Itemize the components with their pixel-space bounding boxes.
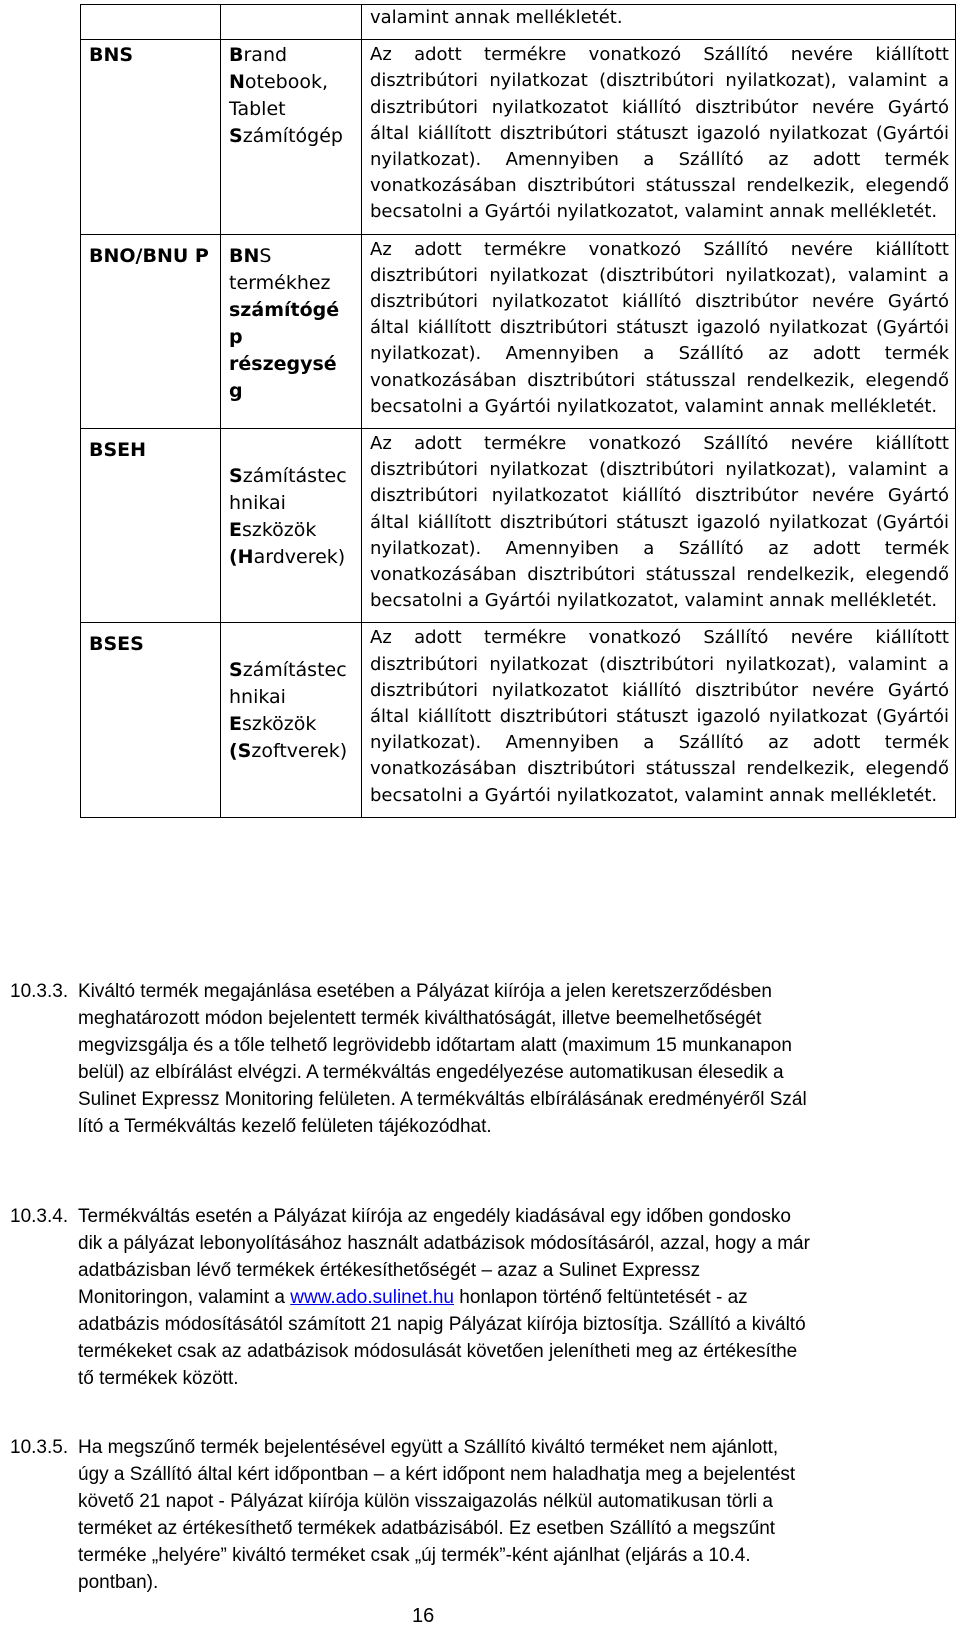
page-number: 16	[412, 1605, 435, 1627]
product-code: BSES	[89, 633, 144, 656]
name-regular-part: hnikai	[229, 492, 286, 515]
table-row	[81, 429, 956, 623]
text-line: termékeket csak az adatbázisok módosulását követően jelenítheti meg az értékesíthe	[78, 1341, 798, 1362]
name-line	[229, 463, 355, 490]
text-line: úgy a Szállító által kért időpontban – a kért időpont nem haladhatja meg a bejelentést	[78, 1464, 796, 1485]
product-name	[229, 243, 355, 405]
name-line	[229, 490, 355, 517]
name-regular-part: zámítástec	[242, 465, 347, 488]
description-text: Az adott termékre vonatkozó Szállító nevére kiállított disztribútori nyilatkozat (disztribútori nyilatkozat), valamint a disztribútori nyilatkozatot kiállító disztribútor nevére Gyártó által kiállított disztribútori státuszt igazoló nyilatkozat (Gyártói nyilatkozat). Amennyiben a Szállító az adott termék vonatkozásában disztribútori státusszal rendelkezik, elegendő becsatolni a Gyártói nyilatkozatot, valamint annak mellékletét.	[370, 238, 949, 417]
description-cell	[362, 234, 956, 428]
name-line	[229, 123, 355, 150]
text-line: Sulinet Expressz Monitoring felületen. A termékváltás elbírálásának eredményéről Szál	[78, 1089, 807, 1110]
name-line	[229, 544, 355, 571]
text-line: meghatározott módon bejelentett termék kiválthatóságát, illetve beemelhetőségét	[78, 1008, 762, 1029]
name-regular-part: Tablet	[229, 98, 286, 121]
description-text: Az adott termékre vonatkozó Szállító nevére kiállított disztribútori nyilatkozat (disztribútori nyilatkozat), valamint a disztribútori nyilatkozatot kiállító disztribútor nevére Gyártó által kiállított disztribútori státuszt igazoló nyilatkozat (Gyártói nyilatkozat). Amennyiben a Szállító az adott termék vonatkozásában disztribútori státusszal rendelkezik, elegendő becsatolni a Gyártói nyilatkozatot, valamint annak mellékletét.	[370, 433, 949, 612]
text-line: követő 21 napot - Pályázat kiírója külön visszaigazolás nélkül automatikusan törli a	[78, 1491, 773, 1512]
table-row	[81, 5, 956, 40]
name-line	[229, 517, 355, 544]
text-line: adatbázisban lévő termékek értékesíthetőségét – azaz a Sulinet Expressz	[78, 1260, 701, 1281]
name-line	[229, 378, 355, 405]
name-regular-part: szközök	[241, 519, 317, 542]
product-name	[229, 657, 355, 765]
description-cell	[362, 40, 956, 234]
name-regular-part: termékhez	[229, 271, 331, 294]
text-line: adatbázis módosításától számított 21 napig Pályázat kiírója biztosítja. Szállító a kiváltó	[78, 1314, 806, 1335]
product-name	[229, 42, 355, 150]
name-cell	[221, 429, 362, 623]
text-line: tő termékek között.	[78, 1368, 239, 1389]
paragraph-text	[78, 978, 938, 1140]
code-cell	[81, 429, 221, 623]
name-bold-part: E	[229, 713, 242, 736]
name-bold-part: S	[229, 465, 243, 488]
text-line: terméket az értékesíthető termékek adatbázisából. Ez esetben Szállító a megszűnt	[78, 1518, 776, 1539]
sulinet-link[interactable]: www.ado.sulinet.hu	[290, 1287, 454, 1308]
description-cell	[362, 623, 956, 817]
description-cell	[362, 5, 956, 40]
name-line	[229, 324, 355, 351]
text-line: pontban).	[78, 1572, 159, 1593]
product-code: BSEH	[89, 439, 147, 462]
name-regular-part: otebook,	[244, 71, 329, 94]
name-line	[229, 351, 355, 378]
name-line	[229, 96, 355, 123]
paragraph-text	[78, 1203, 938, 1392]
text-fragment: honlapon történő feltüntetését - az	[454, 1287, 748, 1308]
name-regular-part: zámítástec	[242, 659, 347, 682]
text-line	[78, 1284, 938, 1311]
name-line	[229, 297, 355, 324]
name-line	[229, 69, 355, 96]
product-category-table	[80, 4, 956, 818]
name-bold-part: számítógé	[229, 298, 340, 321]
description-cell	[362, 429, 956, 623]
paragraph-number: 10.3.5.	[10, 1437, 69, 1458]
name-cell	[221, 234, 362, 428]
name-bold-part: (S	[229, 740, 252, 763]
name-bold-part: S	[229, 659, 243, 682]
table-row	[81, 623, 956, 817]
name-cell	[221, 40, 362, 234]
name-regular-part: rand	[243, 44, 288, 67]
code-cell	[81, 40, 221, 234]
name-bold-part: BN	[229, 244, 260, 267]
paragraph-text	[78, 1434, 938, 1596]
text-line: dik a pályázat lebonyolításához használt adatbázisok módosításáról, azzal, hogy a már	[78, 1233, 810, 1254]
description-text: Az adott termékre vonatkozó Szállító nevére kiállított disztribútori nyilatkozat (disztribútori nyilatkozat), valamint a disztribútori nyilatkozatot kiállító disztribútor nevére Gyártó által kiállított disztribútori státuszt igazoló nyilatkozat (Gyártói nyilatkozat). Amennyiben a Szállító az adott termék vonatkozásában disztribútori státusszal rendelkezik, elegendő becsatolni a Gyártói nyilatkozatot, valamint annak mellékletét.	[370, 627, 949, 806]
code-cell	[81, 234, 221, 428]
name-cell	[221, 623, 362, 817]
name-regular-part: ardverek)	[253, 546, 346, 569]
name-line	[229, 270, 355, 297]
code-cell	[81, 5, 221, 40]
name-bold-part: p	[229, 325, 243, 348]
name-regular-part: hnikai	[229, 686, 286, 709]
name-cell	[221, 5, 362, 40]
name-bold-part: g	[229, 379, 243, 402]
product-code: BNO/BNU P	[89, 244, 209, 267]
text-fragment: Monitoringon, valamint a	[78, 1287, 291, 1308]
text-line: megvizsgálja és a tőle telhető legrövidebb időtartam alatt (maximum 15 munkanapon	[78, 1035, 792, 1056]
name-bold-part: (H	[229, 546, 254, 569]
text-line: Kiváltó termék megajánlása esetében a Pályázat kiírója a jelen keretszerződésben	[78, 981, 772, 1002]
name-bold-part: N	[229, 71, 245, 94]
text-line: belül) az elbírálást elvégzi. A termékváltás engedélyezése automatikusan élesedik a	[78, 1062, 784, 1083]
name-bold-part: E	[229, 519, 242, 542]
name-regular-part: S	[259, 244, 272, 267]
name-line	[229, 684, 355, 711]
name-bold-part: B	[229, 44, 244, 67]
name-line	[229, 42, 355, 69]
text-line: terméke „helyére” kiváltó terméket csak „új termék”-ként ajánlhat (eljárás a 10.4.	[78, 1545, 751, 1566]
name-bold-part: S	[229, 125, 243, 148]
name-line	[229, 657, 355, 684]
table-row	[81, 40, 956, 234]
product-name	[229, 463, 355, 571]
text-line: Termékváltás esetén a Pályázat kiírója az engedély kiadásával egy időben gondosko	[78, 1206, 791, 1227]
paragraph-number: 10.3.4.	[10, 1206, 69, 1227]
code-cell	[81, 623, 221, 817]
description-text: Az adott termékre vonatkozó Szállító nevére kiállított disztribútori nyilatkozat (disztribútori nyilatkozat), valamint a disztribútori nyilatkozatot kiállító disztribútor nevére Gyártó által kiállított disztribútori státuszt igazoló nyilatkozat (Gyártói nyilatkozat). Amennyiben a Szállító az adott termék vonatkozásában disztribútori státusszal rendelkezik, elegendő becsatolni a Gyártói nyilatkozatot, valamint annak mellékletét.	[370, 44, 949, 223]
name-line	[229, 711, 355, 738]
name-regular-part: szközök	[241, 713, 317, 736]
text-line: Ha megszűnő termék bejelentésével együtt a Szállító kiváltó terméket nem ajánlott,	[78, 1437, 779, 1458]
name-bold-part: részegysé	[229, 352, 337, 375]
description-text: valamint annak mellékletét.	[370, 7, 623, 28]
text-line: lító a Termékváltás kezelő felületen tájékozódhat.	[78, 1116, 492, 1137]
name-regular-part: zoftverek)	[251, 740, 348, 763]
name-line	[229, 738, 355, 765]
name-regular-part: zámítógép	[242, 125, 343, 148]
table-row	[81, 234, 956, 428]
paragraph-number: 10.3.3.	[10, 981, 69, 1002]
product-code: BNS	[89, 44, 134, 67]
name-line	[229, 243, 355, 270]
